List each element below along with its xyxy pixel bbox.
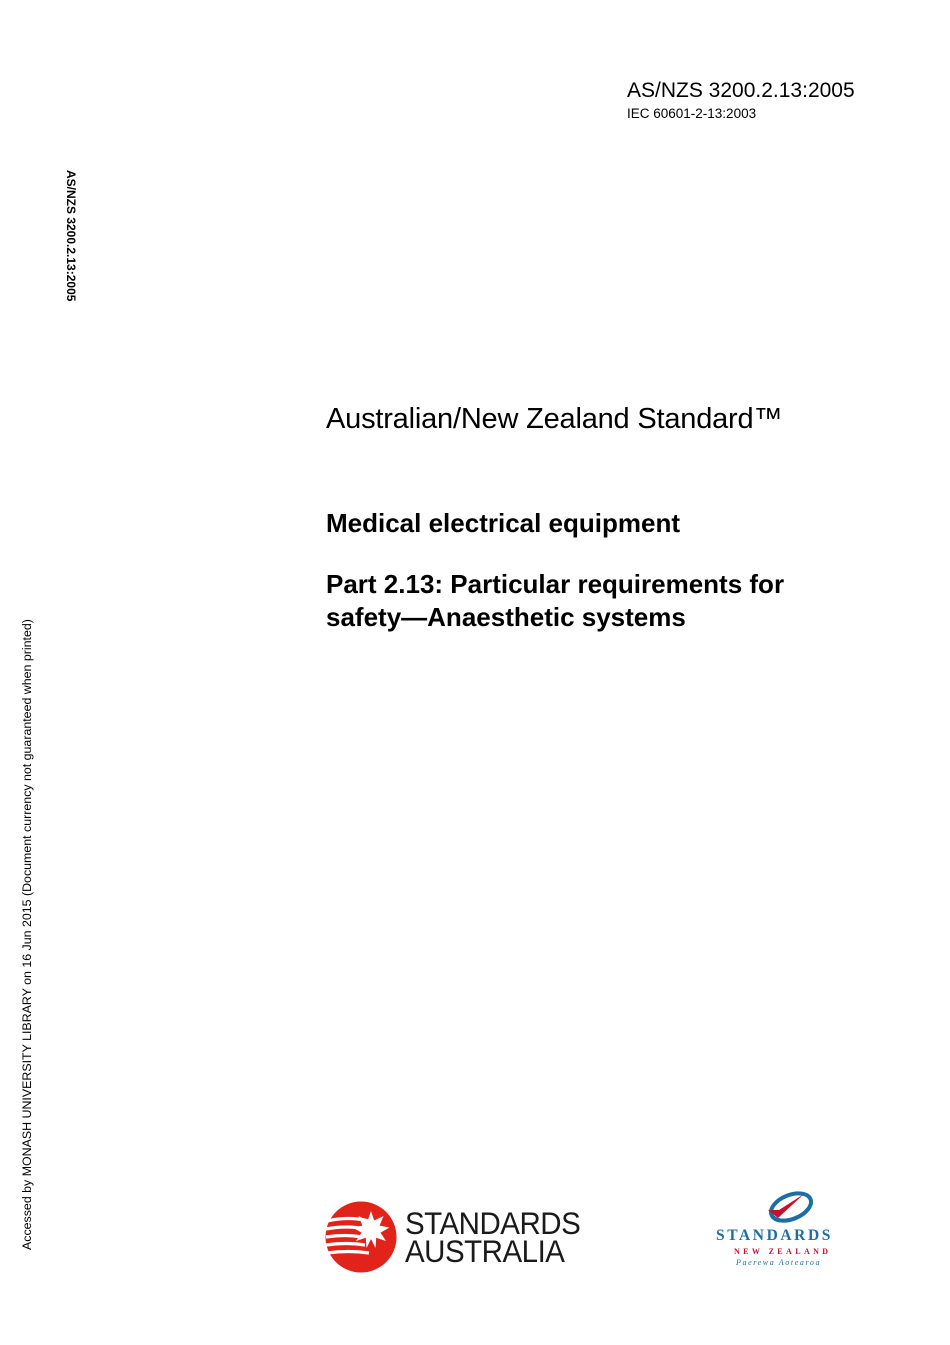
subtitle-line: Part 2.13: Particular requirements for xyxy=(326,569,785,599)
iec-number: IEC 60601-2-13:2003 xyxy=(627,106,757,121)
access-notice-text: Accessed by MONASH UNIVERSITY LIBRARY on 16 Jun 2015 (Document currency not guaranteed when printed) xyxy=(20,619,34,1250)
spine-label-text: AS/NZS 3200.2.13:2005 xyxy=(64,170,78,302)
logo-country: NEW ZEALAND xyxy=(734,1247,832,1256)
check-tick-icon xyxy=(758,1190,814,1226)
logo-name: STANDARDS xyxy=(716,1227,833,1244)
document-subtitle xyxy=(326,568,886,634)
logo-maori-name: Paerewa Aotearoa xyxy=(736,1258,822,1267)
standard-number: AS/NZS 3200.2.13:2005 xyxy=(627,79,855,102)
standards-new-zealand-logo xyxy=(712,1190,862,1272)
logo-text-line2: AUSTRALIA xyxy=(405,1234,565,1270)
southern-cross-star-icon xyxy=(325,1200,399,1274)
series-title: Australian/New Zealand Standard™ xyxy=(326,403,783,435)
subtitle-line: safety—Anaesthetic systems xyxy=(326,602,686,632)
standards-australia-logo xyxy=(325,1200,581,1274)
logo-text-line1: STANDARDS xyxy=(405,1206,581,1242)
document-title: Medical electrical equipment xyxy=(326,508,681,538)
access-notice xyxy=(20,598,38,1250)
spine-label xyxy=(58,170,78,340)
